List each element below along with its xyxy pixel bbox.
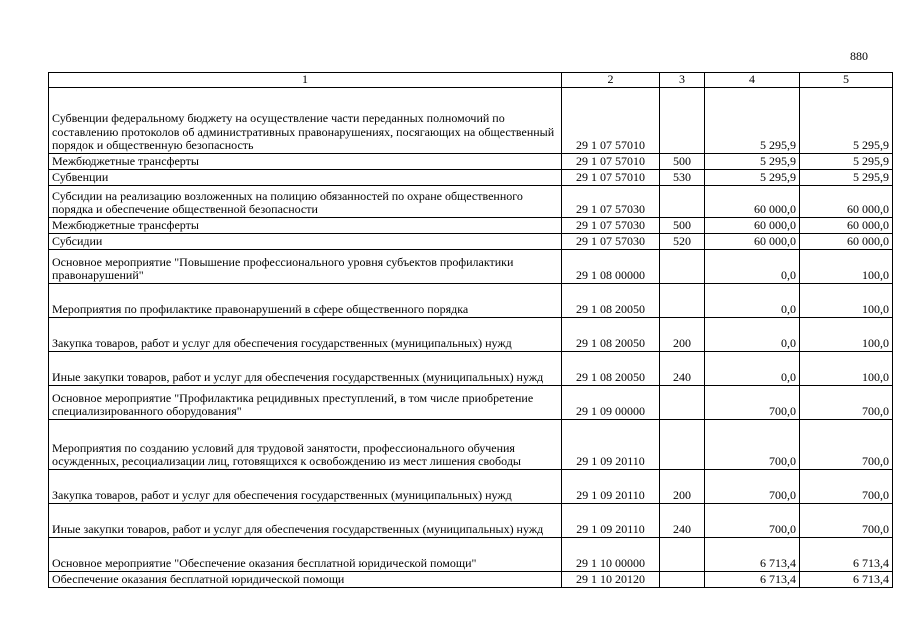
cell-value-5: 100,0 [800,249,893,283]
cell-type: 240 [660,503,705,537]
table-row [49,153,893,169]
cell-name: Межбюджетные трансферты [49,217,562,233]
cell-name: Мероприятия по профилактике правонарушений в сфере общественного порядка [49,283,562,317]
cell-type [660,249,705,283]
table-row [49,185,893,217]
budget-table [48,72,893,588]
cell-name: Основное мероприятие "Повышение профессионального уровня субъектов профилактики правонарушений" [49,249,562,283]
cell-value-5: 6 713,4 [800,571,893,587]
table-header-row [49,73,893,88]
cell-value-4: 60 000,0 [705,233,800,249]
table-row [49,351,893,385]
column-header-2: 2 [562,73,660,88]
cell-value-5: 5 295,9 [800,169,893,185]
cell-value-5: 700,0 [800,385,893,419]
column-header-1: 1 [49,73,562,88]
table-row [49,571,893,587]
cell-code: 29 1 08 20050 [562,283,660,317]
cell-value-4: 6 713,4 [705,537,800,571]
cell-value-4: 700,0 [705,469,800,503]
table-row [49,469,893,503]
cell-value-4: 6 713,4 [705,571,800,587]
cell-code: 29 1 09 20110 [562,419,660,469]
table-row [49,249,893,283]
cell-type: 200 [660,317,705,351]
cell-value-4: 5 295,9 [705,169,800,185]
cell-type [660,185,705,217]
table-body [49,87,893,587]
cell-code: 29 1 07 57010 [562,87,660,153]
cell-value-5: 100,0 [800,317,893,351]
table-row [49,283,893,317]
column-header-3: 3 [660,73,705,88]
cell-value-5: 6 713,4 [800,537,893,571]
table-row [49,169,893,185]
table-row [49,503,893,537]
cell-name: Обеспечение оказания бесплатной юридической помощи [49,571,562,587]
cell-value-5: 700,0 [800,469,893,503]
cell-name: Мероприятия по созданию условий для трудовой занятости, профессионального обучения осужденных, ресоциализации лиц, готовящихся к освобождению из мест лишения свободы [49,419,562,469]
cell-value-5: 100,0 [800,283,893,317]
table-row [49,217,893,233]
cell-code: 29 1 07 57030 [562,217,660,233]
cell-value-5: 60 000,0 [800,217,893,233]
cell-code: 29 1 08 00000 [562,249,660,283]
cell-type: 240 [660,351,705,385]
cell-code: 29 1 07 57010 [562,153,660,169]
cell-value-4: 60 000,0 [705,217,800,233]
cell-value-5: 100,0 [800,351,893,385]
cell-type [660,283,705,317]
cell-value-4: 0,0 [705,249,800,283]
table-row [49,385,893,419]
cell-name: Основное мероприятие "Профилактика рецидивных преступлений, в том числе приобретение специализированного оборудования" [49,385,562,419]
cell-type [660,419,705,469]
cell-type [660,571,705,587]
cell-type: 500 [660,153,705,169]
cell-type: 500 [660,217,705,233]
cell-name: Иные закупки товаров, работ и услуг для обеспечения государственных (муниципальных) нужд [49,503,562,537]
cell-name: Иные закупки товаров, работ и услуг для обеспечения государственных (муниципальных) нужд [49,351,562,385]
cell-name: Субсидии [49,233,562,249]
cell-value-4: 700,0 [705,503,800,537]
cell-name: Субвенции [49,169,562,185]
cell-type [660,87,705,153]
cell-code: 29 1 07 57030 [562,185,660,217]
cell-value-5: 60 000,0 [800,233,893,249]
cell-type [660,385,705,419]
table-row [49,317,893,351]
cell-value-5: 700,0 [800,419,893,469]
cell-code: 29 1 09 20110 [562,469,660,503]
table-row [49,537,893,571]
cell-value-5: 5 295,9 [800,153,893,169]
cell-type: 520 [660,233,705,249]
cell-code: 29 1 09 20110 [562,503,660,537]
cell-name: Субвенции федеральному бюджету на осуществление части переданных полномочий по составлению протоколов об административных правонарушениях, посягающих на общественный порядок и общественную безопасность [49,87,562,153]
cell-value-4: 5 295,9 [705,87,800,153]
cell-code: 29 1 10 00000 [562,537,660,571]
table-row [49,233,893,249]
column-header-4: 4 [705,73,800,88]
cell-value-4: 0,0 [705,317,800,351]
cell-code: 29 1 10 20120 [562,571,660,587]
cell-name: Закупка товаров, работ и услуг для обеспечения государственных (муниципальных) нужд [49,469,562,503]
cell-type: 530 [660,169,705,185]
cell-value-4: 700,0 [705,385,800,419]
cell-type [660,537,705,571]
cell-type: 200 [660,469,705,503]
cell-name: Основное мероприятие "Обеспечение оказания бесплатной юридической помощи" [49,537,562,571]
cell-value-4: 0,0 [705,351,800,385]
cell-code: 29 1 08 20050 [562,351,660,385]
table-row [49,419,893,469]
cell-code: 29 1 07 57030 [562,233,660,249]
cell-value-5: 5 295,9 [800,87,893,153]
cell-value-4: 60 000,0 [705,185,800,217]
page-number: 880 [850,49,868,63]
table-row [49,87,893,153]
cell-value-5: 60 000,0 [800,185,893,217]
cell-value-4: 5 295,9 [705,153,800,169]
cell-value-4: 700,0 [705,419,800,469]
cell-value-4: 0,0 [705,283,800,317]
cell-code: 29 1 09 00000 [562,385,660,419]
column-header-5: 5 [800,73,893,88]
cell-code: 29 1 07 57010 [562,169,660,185]
cell-code: 29 1 08 20050 [562,317,660,351]
cell-name: Субсидии на реализацию возложенных на полицию обязанностей по охране общественного порядка и обеспечение общественной безопасности [49,185,562,217]
cell-name: Межбюджетные трансферты [49,153,562,169]
cell-name: Закупка товаров, работ и услуг для обеспечения государственных (муниципальных) нужд [49,317,562,351]
cell-value-5: 700,0 [800,503,893,537]
